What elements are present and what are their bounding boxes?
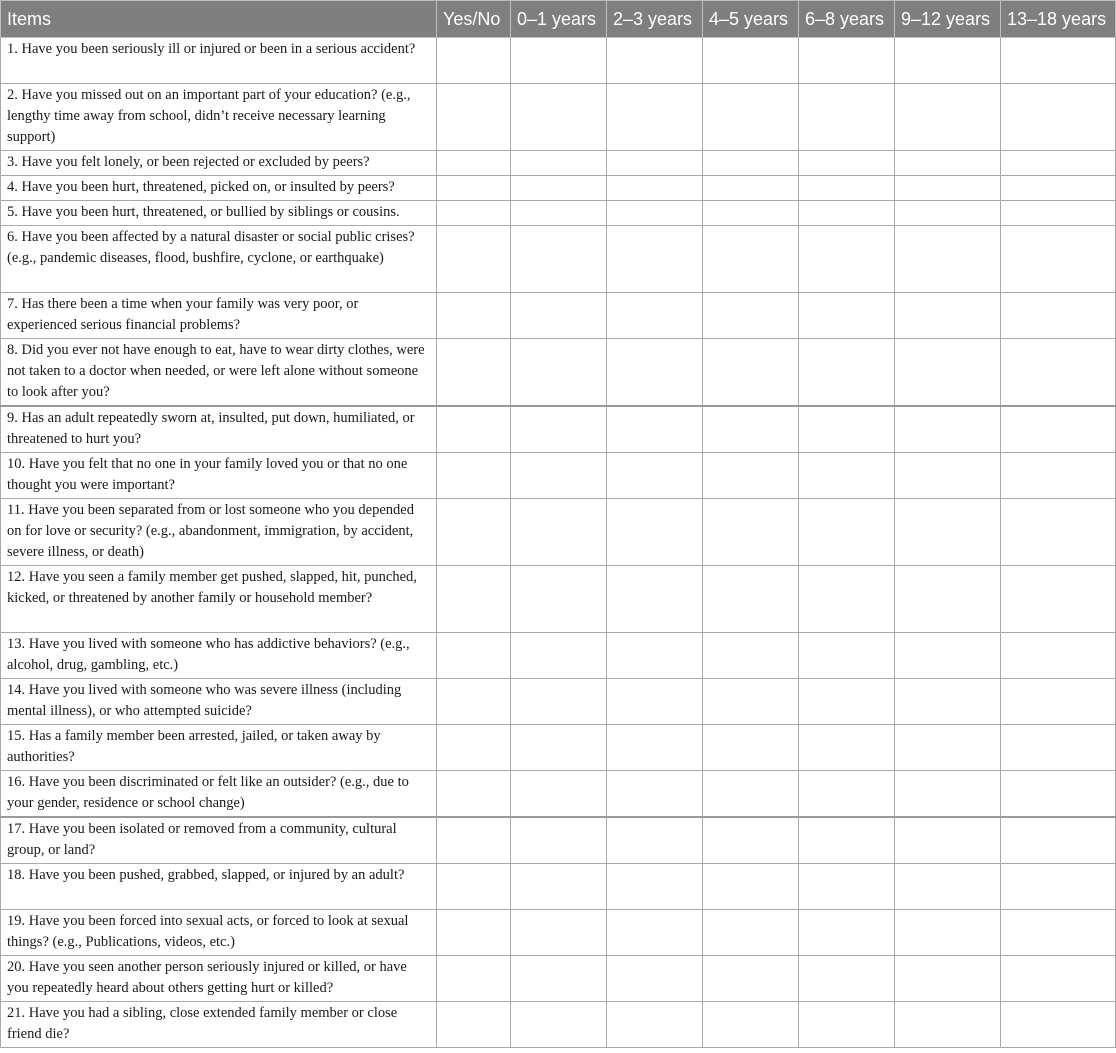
response-cell-6-8-years[interactable]	[799, 771, 895, 818]
item-text: 5. Have you been hurt, threatened, or bullied by siblings or cousins.	[1, 201, 437, 226]
table-row	[1, 725, 1116, 771]
item-text: 14. Have you lived with someone who was severe illness (including mental illness), or who attempted suicide?	[1, 679, 437, 725]
response-cell-13-18-years[interactable]	[1001, 566, 1116, 633]
item-text: 11. Have you been separated from or lost someone who you depended on for love or security? (e.g., abandonment, immigration, by accident, severe illness, or death)	[1, 499, 437, 566]
response-cell-13-18-years[interactable]	[1001, 864, 1116, 910]
header-row	[1, 1, 1116, 38]
response-cell-2-3-years[interactable]	[607, 679, 703, 725]
response-cell-9-12-years[interactable]	[895, 151, 1001, 176]
response-cell-2-3-years[interactable]	[607, 226, 703, 293]
response-cell-13-18-years[interactable]	[1001, 910, 1116, 956]
response-cell-6-8-years[interactable]	[799, 633, 895, 679]
response-cell-13-18-years[interactable]	[1001, 679, 1116, 725]
response-cell-13-18-years[interactable]	[1001, 817, 1116, 864]
response-cell-9-12-years[interactable]	[895, 910, 1001, 956]
response-cell-0-1-years[interactable]	[511, 771, 607, 818]
response-cell-9-12-years[interactable]	[895, 633, 1001, 679]
response-cell-4-5-years[interactable]	[703, 725, 799, 771]
table-row	[1, 956, 1116, 1002]
header-6-8-years: 6–8 years	[799, 1, 895, 38]
header-2-3-years: 2–3 years	[607, 1, 703, 38]
response-cell-yes-no[interactable]	[437, 38, 511, 84]
response-cell-yes-no[interactable]	[437, 725, 511, 771]
response-cell-2-3-years[interactable]	[607, 499, 703, 566]
response-cell-6-8-years[interactable]	[799, 679, 895, 725]
response-cell-2-3-years[interactable]	[607, 864, 703, 910]
response-cell-6-8-years[interactable]	[799, 176, 895, 201]
item-text: 9. Has an adult repeatedly sworn at, insulted, put down, humiliated, or threatened to hurt you?	[1, 406, 437, 453]
response-cell-6-8-years[interactable]	[799, 864, 895, 910]
response-cell-6-8-years[interactable]	[799, 1002, 895, 1048]
response-cell-yes-no[interactable]	[437, 453, 511, 499]
response-cell-0-1-years[interactable]	[511, 406, 607, 453]
response-cell-6-8-years[interactable]	[799, 339, 895, 407]
response-cell-0-1-years[interactable]	[511, 956, 607, 1002]
response-cell-0-1-years[interactable]	[511, 499, 607, 566]
response-cell-0-1-years[interactable]	[511, 226, 607, 293]
response-cell-6-8-years[interactable]	[799, 725, 895, 771]
item-text: 13. Have you lived with someone who has addictive behaviors? (e.g., alcohol, drug, gambling, etc.)	[1, 633, 437, 679]
response-cell-0-1-years[interactable]	[511, 910, 607, 956]
response-cell-yes-no[interactable]	[437, 293, 511, 339]
response-cell-9-12-years[interactable]	[895, 339, 1001, 407]
response-cell-4-5-years[interactable]	[703, 910, 799, 956]
response-cell-yes-no[interactable]	[437, 176, 511, 201]
response-cell-0-1-years[interactable]	[511, 339, 607, 407]
response-cell-4-5-years[interactable]	[703, 176, 799, 201]
response-cell-2-3-years[interactable]	[607, 339, 703, 407]
response-cell-yes-no[interactable]	[437, 499, 511, 566]
response-cell-2-3-years[interactable]	[607, 151, 703, 176]
response-cell-13-18-years[interactable]	[1001, 1002, 1116, 1048]
response-cell-13-18-years[interactable]	[1001, 201, 1116, 226]
response-cell-13-18-years[interactable]	[1001, 956, 1116, 1002]
item-text: 16. Have you been discriminated or felt like an outsider? (e.g., due to your gender, residence or school change)	[1, 771, 437, 818]
response-cell-yes-no[interactable]	[437, 679, 511, 725]
response-cell-6-8-years[interactable]	[799, 38, 895, 84]
table-row	[1, 453, 1116, 499]
item-text: 6. Have you been affected by a natural disaster or social public crises? (e.g., pandemic diseases, flood, bushfire, cyclone, or earthquake)	[1, 226, 437, 293]
response-cell-yes-no[interactable]	[437, 226, 511, 293]
table-row	[1, 339, 1116, 407]
response-cell-yes-no[interactable]	[437, 910, 511, 956]
response-cell-0-1-years[interactable]	[511, 293, 607, 339]
item-text: 20. Have you seen another person seriously injured or killed, or have you repeatedly heard about others getting hurt or killed?	[1, 956, 437, 1002]
response-cell-9-12-years[interactable]	[895, 679, 1001, 725]
response-cell-0-1-years[interactable]	[511, 453, 607, 499]
response-cell-2-3-years[interactable]	[607, 956, 703, 1002]
item-text: 4. Have you been hurt, threatened, picked on, or insulted by peers?	[1, 176, 437, 201]
response-cell-6-8-years[interactable]	[799, 406, 895, 453]
table-row	[1, 817, 1116, 864]
response-cell-4-5-years[interactable]	[703, 864, 799, 910]
response-cell-6-8-years[interactable]	[799, 293, 895, 339]
response-cell-0-1-years[interactable]	[511, 151, 607, 176]
response-cell-4-5-years[interactable]	[703, 771, 799, 818]
response-cell-4-5-years[interactable]	[703, 201, 799, 226]
response-cell-6-8-years[interactable]	[799, 226, 895, 293]
response-cell-2-3-years[interactable]	[607, 293, 703, 339]
response-cell-9-12-years[interactable]	[895, 201, 1001, 226]
table-row	[1, 226, 1116, 293]
response-cell-4-5-years[interactable]	[703, 817, 799, 864]
response-cell-9-12-years[interactable]	[895, 956, 1001, 1002]
response-cell-yes-no[interactable]	[437, 406, 511, 453]
table-row	[1, 293, 1116, 339]
response-cell-4-5-years[interactable]	[703, 226, 799, 293]
response-cell-0-1-years[interactable]	[511, 38, 607, 84]
response-cell-13-18-years[interactable]	[1001, 633, 1116, 679]
response-cell-9-12-years[interactable]	[895, 406, 1001, 453]
item-text: 7. Has there been a time when your family was very poor, or experienced serious financial problems?	[1, 293, 437, 339]
response-cell-4-5-years[interactable]	[703, 679, 799, 725]
response-cell-4-5-years[interactable]	[703, 453, 799, 499]
table-row	[1, 201, 1116, 226]
response-cell-2-3-years[interactable]	[607, 201, 703, 226]
response-cell-4-5-years[interactable]	[703, 293, 799, 339]
response-cell-6-8-years[interactable]	[799, 151, 895, 176]
response-cell-0-1-years[interactable]	[511, 633, 607, 679]
response-cell-6-8-years[interactable]	[799, 84, 895, 151]
item-text: 3. Have you felt lonely, or been rejected or excluded by peers?	[1, 151, 437, 176]
header-13-18-years: 13–18 years	[1001, 1, 1116, 38]
header-0-1-years: 0–1 years	[511, 1, 607, 38]
response-cell-4-5-years[interactable]	[703, 566, 799, 633]
response-cell-0-1-years[interactable]	[511, 84, 607, 151]
response-cell-yes-no[interactable]	[437, 817, 511, 864]
response-cell-2-3-years[interactable]	[607, 633, 703, 679]
response-cell-6-8-years[interactable]	[799, 817, 895, 864]
response-cell-0-1-years[interactable]	[511, 566, 607, 633]
item-text: 2. Have you missed out on an important part of your education? (e.g., lengthy time away from school, didn’t receive necessary learning support)	[1, 84, 437, 151]
response-cell-9-12-years[interactable]	[895, 453, 1001, 499]
response-cell-4-5-years[interactable]	[703, 339, 799, 407]
response-cell-9-12-years[interactable]	[895, 226, 1001, 293]
response-cell-13-18-years[interactable]	[1001, 453, 1116, 499]
item-text: 17. Have you been isolated or removed from a community, cultural group, or land?	[1, 817, 437, 864]
response-cell-2-3-years[interactable]	[607, 406, 703, 453]
response-cell-6-8-years[interactable]	[799, 499, 895, 566]
item-text: 18. Have you been pushed, grabbed, slapped, or injured by an adult?	[1, 864, 437, 910]
table-row	[1, 679, 1116, 725]
response-cell-yes-no[interactable]	[437, 1002, 511, 1048]
header-4-5-years: 4–5 years	[703, 1, 799, 38]
response-cell-13-18-years[interactable]	[1001, 151, 1116, 176]
response-cell-9-12-years[interactable]	[895, 817, 1001, 864]
response-cell-9-12-years[interactable]	[895, 84, 1001, 151]
table-row	[1, 566, 1116, 633]
response-cell-4-5-years[interactable]	[703, 499, 799, 566]
response-cell-2-3-years[interactable]	[607, 38, 703, 84]
response-cell-yes-no[interactable]	[437, 956, 511, 1002]
response-cell-4-5-years[interactable]	[703, 633, 799, 679]
response-cell-4-5-years[interactable]	[703, 84, 799, 151]
response-cell-yes-no[interactable]	[437, 771, 511, 818]
table-row	[1, 864, 1116, 910]
table-row	[1, 1002, 1116, 1048]
response-cell-2-3-years[interactable]	[607, 725, 703, 771]
response-cell-13-18-years[interactable]	[1001, 406, 1116, 453]
item-text: 10. Have you felt that no one in your family loved you or that no one thought you were important?	[1, 453, 437, 499]
item-text: 12. Have you seen a family member get pushed, slapped, hit, punched, kicked, or threatened by another family or household member?	[1, 566, 437, 633]
response-cell-9-12-years[interactable]	[895, 864, 1001, 910]
response-cell-9-12-years[interactable]	[895, 176, 1001, 201]
response-cell-0-1-years[interactable]	[511, 176, 607, 201]
response-cell-0-1-years[interactable]	[511, 725, 607, 771]
item-text: 8. Did you ever not have enough to eat, have to wear dirty clothes, were not taken to a doctor when needed, or were left alone without someone to look after you?	[1, 339, 437, 407]
response-cell-6-8-years[interactable]	[799, 566, 895, 633]
response-cell-6-8-years[interactable]	[799, 201, 895, 226]
response-cell-0-1-years[interactable]	[511, 1002, 607, 1048]
response-cell-13-18-years[interactable]	[1001, 176, 1116, 201]
response-cell-6-8-years[interactable]	[799, 453, 895, 499]
table-row	[1, 151, 1116, 176]
response-cell-yes-no[interactable]	[437, 566, 511, 633]
response-cell-9-12-years[interactable]	[895, 566, 1001, 633]
table-row	[1, 406, 1116, 453]
response-cell-9-12-years[interactable]	[895, 725, 1001, 771]
response-cell-9-12-years[interactable]	[895, 1002, 1001, 1048]
response-cell-9-12-years[interactable]	[895, 38, 1001, 84]
item-text: 1. Have you been seriously ill or injured or been in a serious accident?	[1, 38, 437, 84]
response-cell-yes-no[interactable]	[437, 633, 511, 679]
item-text: 19. Have you been forced into sexual acts, or forced to look at sexual things? (e.g., Publications, videos, etc.)	[1, 910, 437, 956]
response-cell-6-8-years[interactable]	[799, 956, 895, 1002]
response-cell-9-12-years[interactable]	[895, 293, 1001, 339]
response-cell-13-18-years[interactable]	[1001, 499, 1116, 566]
header-yes-no: Yes/No	[437, 1, 511, 38]
response-cell-2-3-years[interactable]	[607, 176, 703, 201]
table-row	[1, 176, 1116, 201]
response-cell-13-18-years[interactable]	[1001, 226, 1116, 293]
response-cell-9-12-years[interactable]	[895, 771, 1001, 818]
response-cell-4-5-years[interactable]	[703, 38, 799, 84]
response-cell-0-1-years[interactable]	[511, 817, 607, 864]
response-cell-2-3-years[interactable]	[607, 453, 703, 499]
response-cell-2-3-years[interactable]	[607, 910, 703, 956]
response-cell-0-1-years[interactable]	[511, 201, 607, 226]
response-cell-6-8-years[interactable]	[799, 910, 895, 956]
response-cell-4-5-years[interactable]	[703, 1002, 799, 1048]
response-cell-yes-no[interactable]	[437, 339, 511, 407]
response-cell-13-18-years[interactable]	[1001, 84, 1116, 151]
table-row	[1, 633, 1116, 679]
response-cell-yes-no[interactable]	[437, 84, 511, 151]
response-cell-4-5-years[interactable]	[703, 406, 799, 453]
response-cell-yes-no[interactable]	[437, 201, 511, 226]
table-row	[1, 771, 1116, 818]
response-cell-13-18-years[interactable]	[1001, 339, 1116, 407]
table-row	[1, 910, 1116, 956]
table-body	[1, 38, 1116, 1048]
response-cell-2-3-years[interactable]	[607, 84, 703, 151]
response-cell-yes-no[interactable]	[437, 151, 511, 176]
response-cell-yes-no[interactable]	[437, 864, 511, 910]
response-cell-13-18-years[interactable]	[1001, 293, 1116, 339]
table-row	[1, 84, 1116, 151]
table-row	[1, 38, 1116, 84]
response-cell-2-3-years[interactable]	[607, 817, 703, 864]
response-cell-2-3-years[interactable]	[607, 1002, 703, 1048]
header-items: Items	[1, 1, 437, 38]
response-cell-4-5-years[interactable]	[703, 956, 799, 1002]
item-text: 21. Have you had a sibling, close extended family member or close friend die?	[1, 1002, 437, 1048]
response-cell-13-18-years[interactable]	[1001, 725, 1116, 771]
response-cell-4-5-years[interactable]	[703, 151, 799, 176]
response-cell-9-12-years[interactable]	[895, 499, 1001, 566]
item-text: 15. Has a family member been arrested, jailed, or taken away by authorities?	[1, 725, 437, 771]
header-9-12-years: 9–12 years	[895, 1, 1001, 38]
table-row	[1, 499, 1116, 566]
response-cell-0-1-years[interactable]	[511, 679, 607, 725]
response-cell-13-18-years[interactable]	[1001, 38, 1116, 84]
response-cell-0-1-years[interactable]	[511, 864, 607, 910]
response-cell-13-18-years[interactable]	[1001, 771, 1116, 818]
response-cell-2-3-years[interactable]	[607, 771, 703, 818]
response-cell-2-3-years[interactable]	[607, 566, 703, 633]
